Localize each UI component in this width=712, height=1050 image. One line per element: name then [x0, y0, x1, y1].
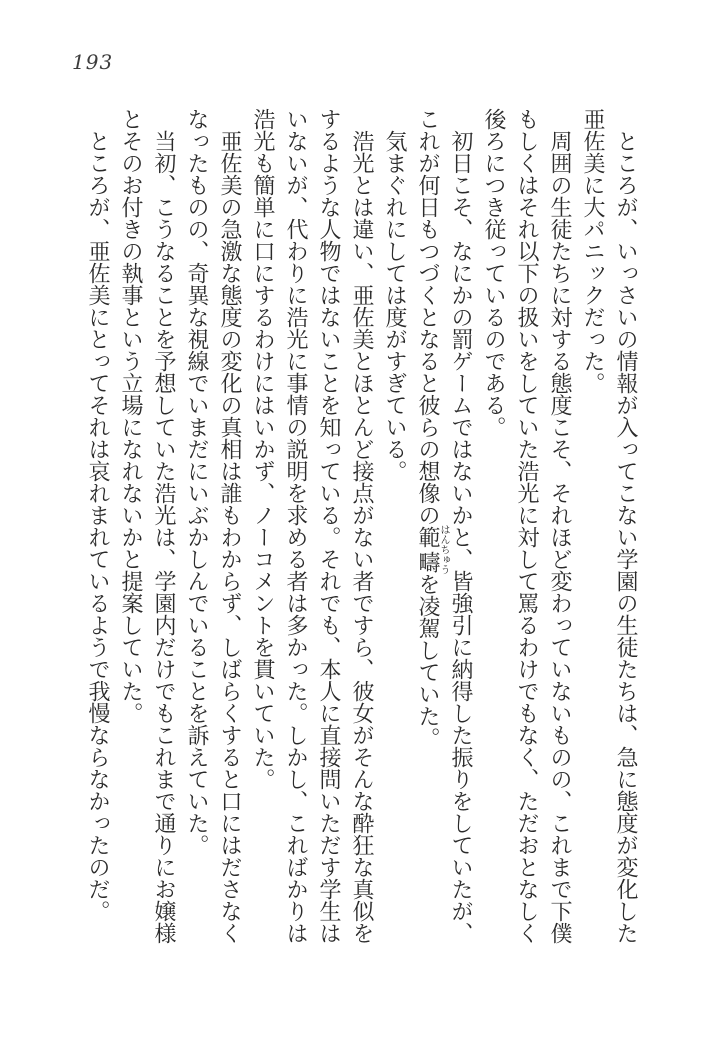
paragraph: ところが、いっさいの情報が入ってこない学園の生徒たちは、急に態度が変化した亜佐美に大パニックだった。 [580, 108, 638, 944]
furigana: はんちゅう [438, 524, 449, 575]
paragraph: 気まぐれにしては度がすぎている。 [382, 130, 407, 482]
paragraph: 浩光とは違い、亜佐美とほとんど接点がない者ですら、彼女がそんな酔狂な真似をするような人物ではないことを知っている。それでも、本人に直接問いただす学生はいないが、代わりに浩光に事情の説明を求める者は多かった。しかし、こればかりは浩光も簡単に口にするわけにはいかず、ノーコメントを貫いていた。 [250, 108, 374, 944]
ruby-annotated-word: 範疇はんちゅう [415, 524, 449, 575]
paragraph: 初日こそ、なにかの罰ゲームではないかと、皆強引に納得した振りをしていたが、これが何日もつづくとなると彼らの想像の範疇はんちゅうを凌駕していた。 [415, 108, 473, 944]
page-number: 193 [72, 50, 114, 74]
paragraph: 周囲の生徒たちに対する態度こそ、それほど変わっていないものの、これまで下僕もしくはそれ以下の扱いをしていた浩光に対して罵るわけでもなく、ただおとなしく後ろにつき従っているのである。 [481, 108, 572, 944]
paragraph: 亜佐美の急激な態度の変化の真相は誰もわからず、しばらくすると口にはださなくなったものの、奇異な視線でいまだにいぶかしんでいることを訴えていた。 [184, 108, 242, 944]
page-text [81, 108, 642, 948]
paragraph: 当初、こうなることを予想していた浩光は、学園内だけでもこれまで通りにお嬢様とそのお付きの執事という立場になれないかと提案していた。 [118, 108, 176, 944]
paragraph: ところが、亜佐美にとってそれは哀れまれているようで我慢ならなかったのだ。 [85, 130, 110, 922]
